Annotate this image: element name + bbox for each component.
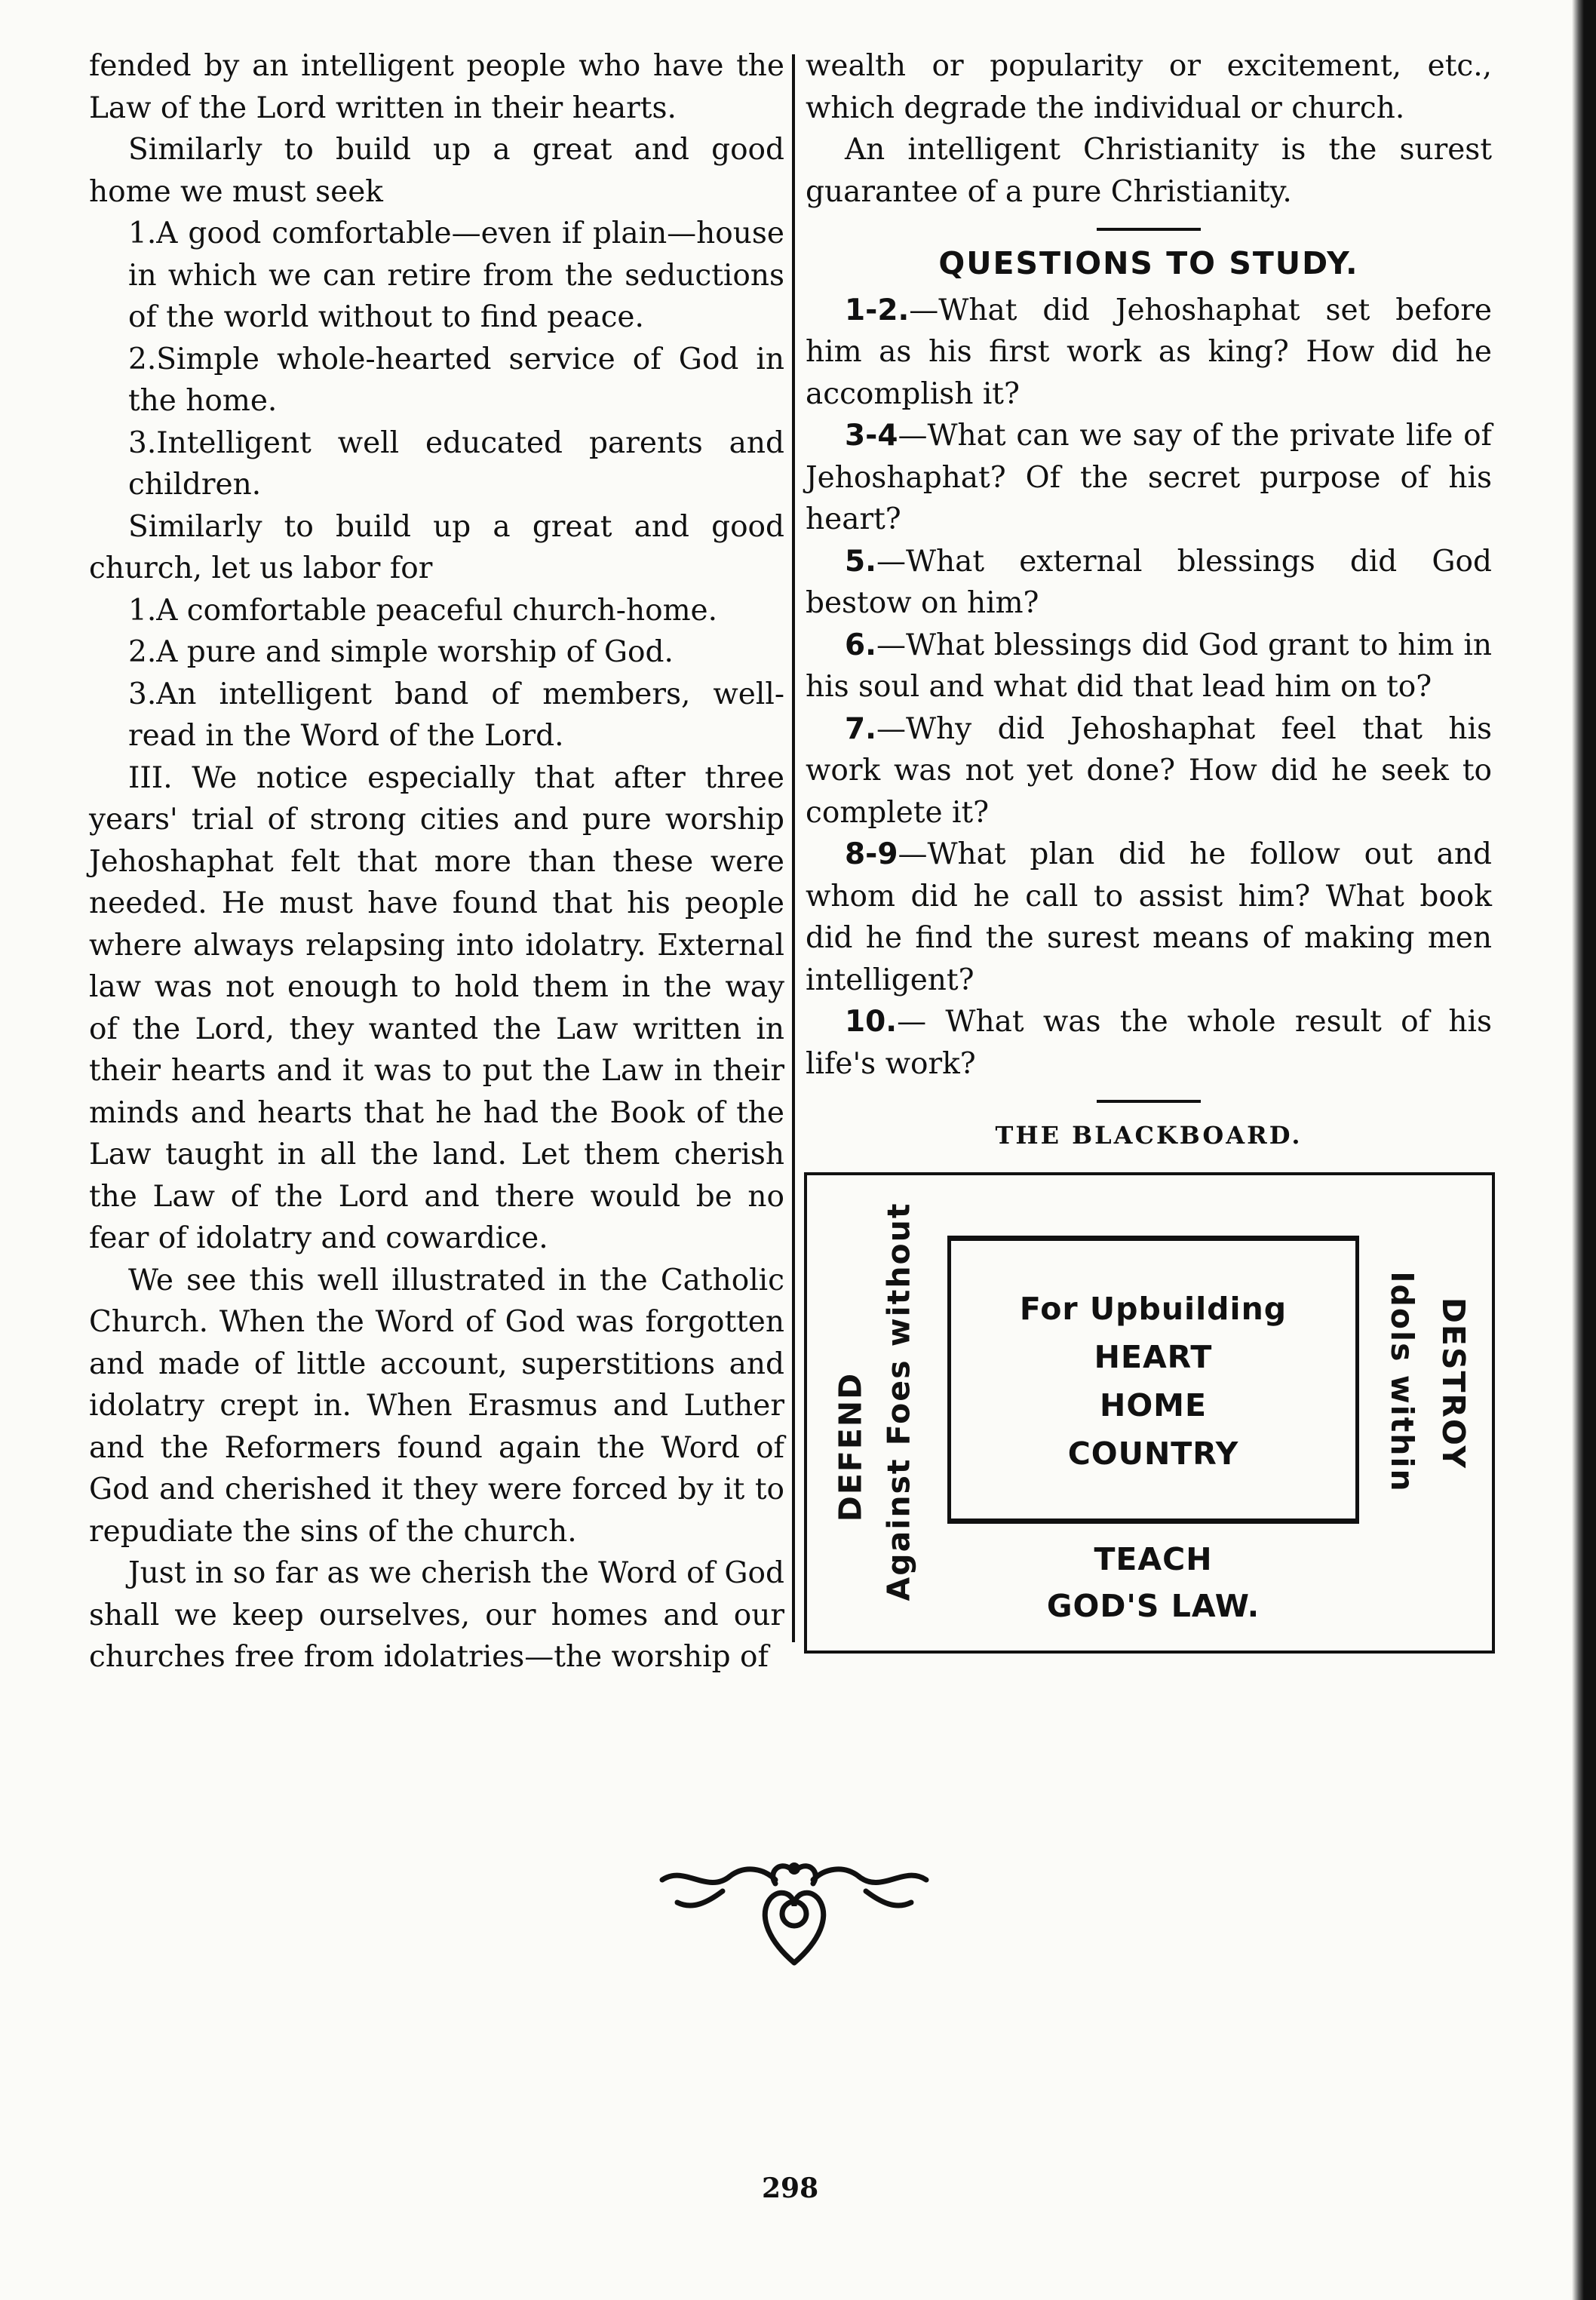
foes-without-label: Against Foes without — [880, 1202, 917, 1601]
section-rule — [1097, 228, 1201, 231]
inner-box — [947, 1236, 1359, 1524]
question-item — [806, 708, 1492, 834]
defend-label: DEFEND — [832, 1371, 869, 1522]
list-text: Intelligent well educated parents and children. — [128, 425, 784, 502]
idols-within-label: Idols within — [1383, 1270, 1420, 1493]
list-number: 3. — [128, 677, 157, 711]
list-number: 3. — [128, 425, 157, 460]
question-item — [806, 290, 1492, 416]
question-number: 1-2. — [845, 293, 910, 327]
question-number: 7. — [845, 711, 876, 746]
list-number: 1. — [128, 593, 157, 628]
country-line: COUNTRY — [1067, 1435, 1239, 1472]
list-item — [128, 213, 784, 339]
question-text: —What can we say of the private life of Jehoshaphat? Of the secret purpose of his heart? — [806, 419, 1492, 536]
list-item — [128, 674, 784, 757]
question-text: — What was the whole result of his life's work? — [806, 1005, 1492, 1081]
question-text: —What plan did he follow out and whom did he call to assist him? What book did he find the surest means of making men intelligent? — [806, 837, 1492, 997]
destroy-label: DESTROY — [1435, 1297, 1472, 1469]
list-text: A good comfortable—even if plain—house in which we can retire from the seductions of the world without to find peace. — [128, 216, 784, 334]
section-rule — [1097, 1100, 1201, 1103]
paragraph: wealth or popularity or excitement, etc., which degrade the individual or church. — [806, 49, 1492, 125]
heart-line: HEART — [1094, 1338, 1213, 1375]
list-item — [128, 631, 784, 674]
question-number: 8-9 — [845, 837, 898, 871]
church-list — [89, 590, 784, 757]
paragraph: fended by an intelligent people who have the Law of the Lord written in their hearts. — [89, 49, 784, 125]
paragraph: We see this well illustrated in the Catholic Church. When the Word of God was forgotten and made of little account, superstitions and idolatry crept in. When Erasmus and Luther and the Reformers found again the Word of God and cherished it they were forced by it to repudiate the sins of the church. — [89, 1263, 784, 1549]
question-item — [806, 834, 1492, 1001]
question-number: 6. — [845, 628, 876, 662]
question-number: 3-4 — [845, 419, 898, 453]
question-item — [806, 625, 1492, 708]
question-text: —Why did Jehoshaphat feel that his work was not yet done? How did he seek to complete it? — [806, 711, 1492, 830]
question-item — [806, 1001, 1492, 1085]
blackboard-title: THE BLACKBOARD. — [995, 1121, 1303, 1150]
blackboard-diagram — [804, 1172, 1495, 1654]
gods-law-line: GOD'S LAW. — [1046, 1587, 1260, 1624]
list-number: 2. — [128, 342, 157, 376]
right-column — [806, 45, 1492, 1654]
list-text: A pure and simple worship of God. — [156, 635, 674, 669]
list-text: An intelligent band of members, well-read in the Word of the Lord. — [128, 677, 784, 753]
question-number: 5. — [845, 544, 876, 579]
question-text: —What did Jehoshaphat set before him as his first work as king? How did he accomplish it? — [806, 293, 1492, 411]
question-number: 10. — [845, 1005, 898, 1039]
list-text: Simple whole-hearted service of God in the home. — [128, 342, 784, 418]
flourish-ornament-icon — [655, 1850, 934, 1970]
page-number: 298 — [762, 2173, 819, 2204]
paragraph: An intelligent Christianity is the surest guarantee of a pure Christianity. — [806, 133, 1492, 209]
list-number: 1. — [128, 216, 157, 250]
question-item — [806, 541, 1492, 625]
teach-line: TEACH — [1094, 1540, 1213, 1577]
upbuilding-line: For Upbuilding — [1019, 1290, 1288, 1327]
paragraph: Just in so far as we cherish the Word of God shall we keep ourselves, our homes and our churches free from idolatries—the worship of — [89, 1556, 784, 1674]
home-list — [89, 213, 784, 506]
left-column — [89, 45, 784, 1678]
paragraph: III. We notice especially that after three years' trial of strong cities and pure worship Jehoshaphat felt that more than these were needed. He must have found that his people where always relapsing into idolatry. External law was not enough to hold them in the way of the Lord, they wanted the Law written in their hearts and it was to put the Law in their minds and hearts that he had the Book of the Law taught in all the land. Let them cherish the Law of the Lord and there would be no fear of idolatry and cowardice. — [89, 760, 784, 1255]
upbuilding-stack — [951, 1285, 1355, 1478]
paragraph: Similarly to build up a great and good home we must seek — [89, 133, 784, 209]
question-item — [806, 415, 1492, 541]
list-item — [128, 590, 784, 632]
question-text: —What blessings did God grant to him in his soul and what did that lead him on to? — [806, 628, 1492, 704]
teach-stack — [947, 1536, 1359, 1629]
paragraph: Similarly to build up a great and good church, let us labor for — [89, 509, 784, 585]
questions-heading: QUESTIONS TO STUDY. — [938, 245, 1359, 281]
home-line: HOME — [1100, 1386, 1207, 1423]
list-item — [128, 422, 784, 506]
page-edge-shadow — [1572, 0, 1596, 2300]
question-text: —What external blessings did God bestow on him? — [806, 544, 1492, 620]
list-number: 2. — [128, 635, 157, 669]
column-divider — [792, 54, 795, 1642]
list-item — [128, 339, 784, 422]
list-text: A comfortable peaceful church-home. — [156, 593, 718, 628]
